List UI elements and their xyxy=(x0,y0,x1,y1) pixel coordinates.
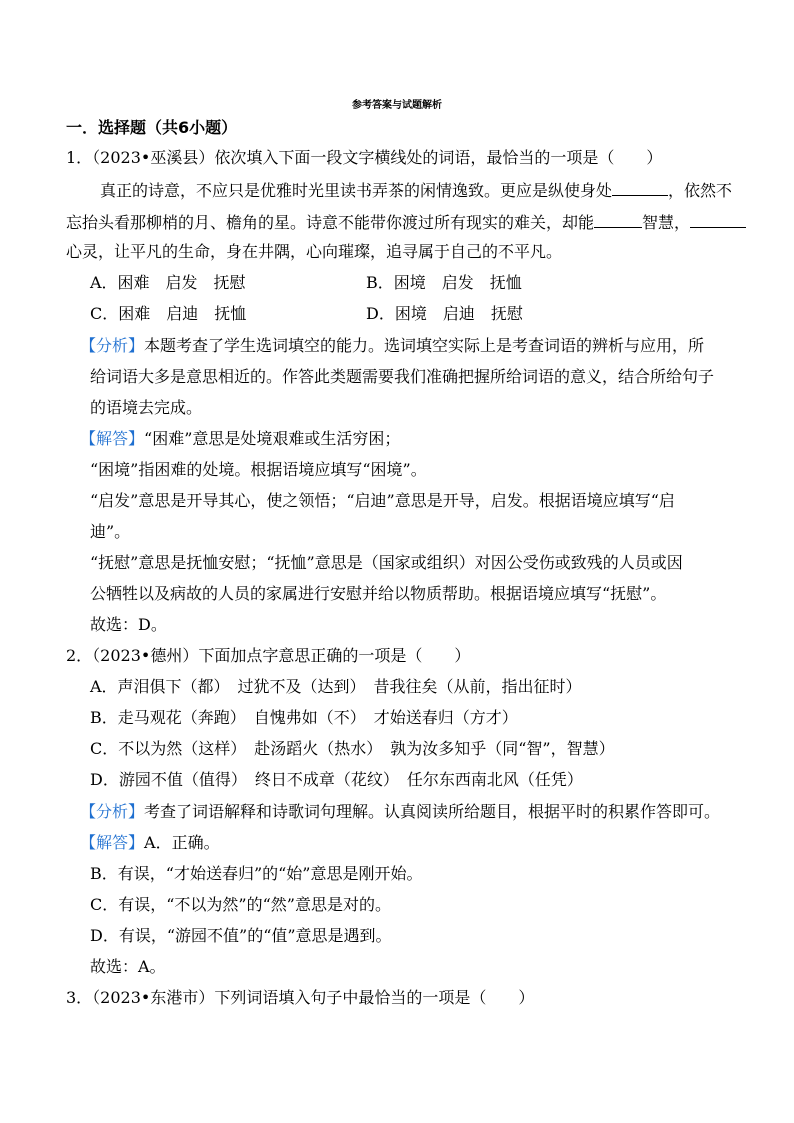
q2-option-d: D．游园不值（值得） 终日不成章（花纹） 任尔东西南北风（任凭） xyxy=(90,770,583,789)
solution-tag: 【解答】 xyxy=(80,833,145,852)
q1-stem: 1．（2023•巫溪县）依次填入下面一段文字横线处的词语，最恰当的一项是（ ） xyxy=(66,148,663,167)
q1-solution-line-6: 公牺牲以及病故的人员的家属进行安慰并给以物质帮助。根据语境应填写“抚慰”。 xyxy=(90,584,667,603)
q2-analysis-line-1: 【分析】考查了词语解释和诗歌词句理解。认真阅读所给题目，根据平时的积累作答即可。 xyxy=(80,802,721,821)
q1-option-b: B．困境 启发 抚恤 xyxy=(366,273,522,292)
fill-blank-3 xyxy=(690,212,746,228)
page-title: 参考答案与试题解析 xyxy=(352,100,442,111)
q2-solution-line-3: C．有误，“不以为然”的“然”意思是对的。 xyxy=(90,895,391,914)
solution-tag: 【解答】 xyxy=(80,429,145,448)
q2-answer: 故选：A。 xyxy=(90,957,166,976)
q1-option-c: C．困难 启迪 抚恤 xyxy=(90,304,247,323)
q1-solution-line-2: “困境”指困难的处境。根据语境应填写“困境”。 xyxy=(90,460,427,479)
q1-passage-line-2: 忘抬头看那柳梢的月、檐角的星。诗意不能带你渡过所有现实的难关，却能 智慧， xyxy=(66,212,746,233)
q1-solution-line-4: 迪”。 xyxy=(90,522,131,541)
fill-blank-2 xyxy=(594,212,642,228)
q1-passage-line-1: 真正的诗意，不应只是优雅时光里读书弄茶的闲情逸致。更应是纵使身处 ，依然不 xyxy=(100,181,733,200)
analysis-tag: 【分析】 xyxy=(80,336,145,355)
fill-blank-1 xyxy=(612,180,668,196)
q3-stem: 3．（2023•东港市）下列词语填入句子中最恰当的一项是（ ） xyxy=(66,988,535,1007)
q2-option-a: A．声泪俱下（都） 过犹不及（达到） 昔我往矣（从前，指出征时） xyxy=(90,677,582,696)
analysis-tag: 【分析】 xyxy=(80,802,145,821)
section-heading: 一．选择题（共6小题） xyxy=(66,118,238,137)
q1-analysis-line-1: 【分析】本题考查了学生选词填空的能力。选词填空实际上是考查词语的辨析与应用，所 xyxy=(80,336,705,355)
q1-passage-line-3: 心灵，让平凡的生命，身在井隅，心向璀璨，追寻属于自己的不平凡。 xyxy=(66,242,563,261)
q2-solution-line-2: B．有误，“才始送春归”的“始”意思是刚开始。 xyxy=(90,864,423,883)
q1-option-d: D．困境 启迪 抚慰 xyxy=(366,304,523,323)
q1-answer: 故选：D。 xyxy=(90,615,167,634)
q1-analysis-line-3: 的语境去完成。 xyxy=(90,398,203,417)
q2-option-b: B．走马观花（奔跑） 自愧弗如（不） 才始送春归（方才） xyxy=(90,708,518,727)
q2-solution-line-1: 【解答】A．正确。 xyxy=(80,833,220,852)
q1-solution-line-5: “抚慰”意思是抚恤安慰；“抚恤”意思是（国家或组织）对因公受伤或致残的人员或因 xyxy=(90,553,683,572)
q1-option-a: A．困难 启发 抚慰 xyxy=(90,273,246,292)
q2-solution-line-4: D．有误，“游园不值”的“值”意思是遇到。 xyxy=(90,926,392,945)
q2-option-c: C．不以为然（这样） 赴汤蹈火（热水） 孰为汝多知乎（同“智”，智慧） xyxy=(90,739,615,758)
q1-analysis-line-2: 给词语大多是意思相近的。作答此类题需要我们准确把握所给词语的意义，结合所给句子 xyxy=(90,367,715,386)
q1-solution-line-3: “启发”意思是开导其心，使之领悟；“启迪”意思是开导，启发。根据语境应填写“启 xyxy=(90,491,675,510)
q1-solution-line-1: 【解答】“困难”意思是处境艰难或生活穷困； xyxy=(80,429,401,448)
q2-stem: 2．（2023•德州）下面加点字意思正确的一项是（ ） xyxy=(66,646,471,665)
